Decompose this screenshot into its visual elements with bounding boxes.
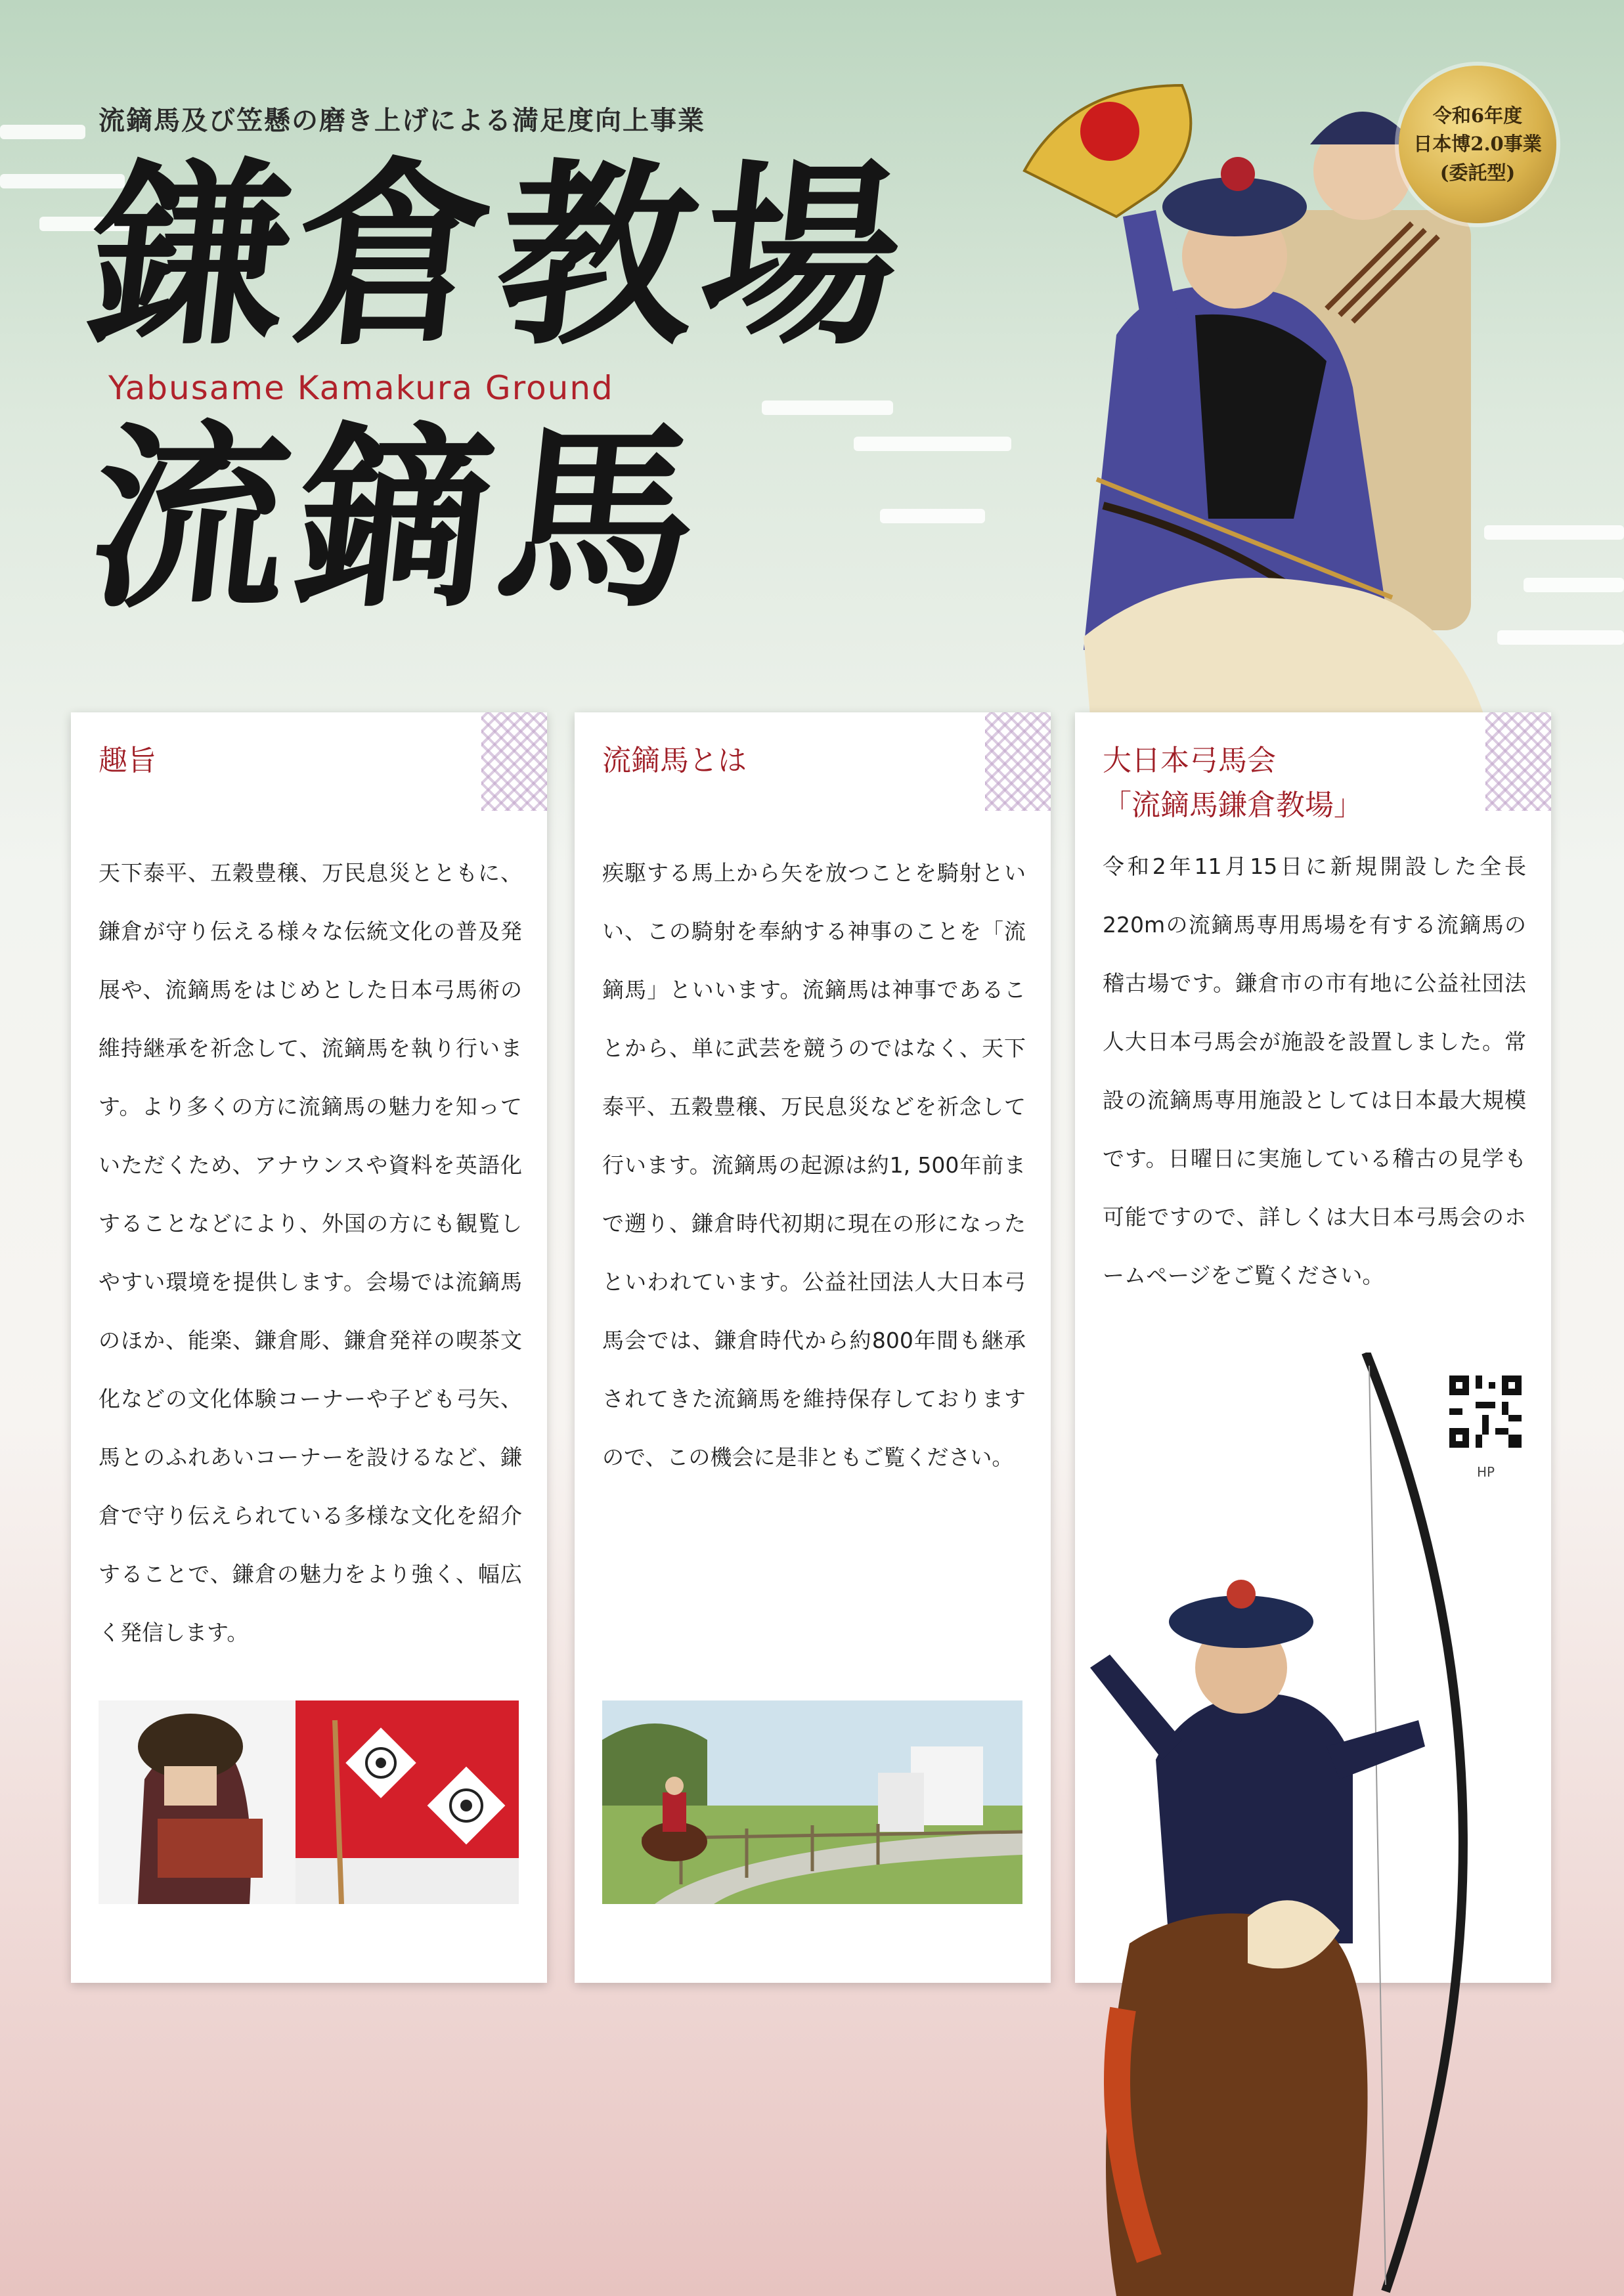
project-subtitle: 流鏑馬及び笠懸の磨き上げによる満足度向上事業 [99,105,705,136]
armor-experience-photo [99,1700,519,1904]
archer-photo [1077,1353,1615,2296]
card-title: 趣旨 [99,744,156,777]
purpose-card [71,712,547,1983]
page-title-line2: 流鏑馬 [79,402,715,634]
english-title: Yabusame Kamakura Ground [108,369,614,407]
page-title-line1: 鎌倉教場 [79,140,919,372]
card-title-line: 「流鏑馬鎌倉教場」 [1103,789,1363,823]
card-title [1103,739,1363,828]
cloud-decoration [880,509,985,523]
riding-ground-photo [602,1700,1022,1904]
about-yabusame-card [575,712,1051,1983]
card-body: 令和2年11月15日に新規開設した全長220mの流鏑馬専用馬場を有する流鏑馬の稽古場です。鎌倉市の市有地に公益社団法人大日本弓馬会が施設を設置しました。常設の流鏑馬専用施設としては日本最大規模です。日曜日に実施している稽古の見学も可能ですので、詳しくは大日本弓馬会のホームページをご覧ください。 [1103,854,1526,1288]
card-title: 流鏑馬とは [602,744,747,777]
cloud-decoration [762,401,893,415]
program-badge [1399,66,1556,223]
card-body: 天下泰平、五穀豊穣、万民息災とともに、鎌倉が守り伝える様々な伝統文化の普及発展や、流鏑馬をはじめとした日本弓馬術の維持継承を祈念して、流鏑馬を執り行います。より多くの方に流鏑馬の魅力を知っていただくため、アナウンスや資料を英語化することなどにより、外国の方にも観覧しやすい環境を提供します。会場では流鏑馬のほか、能楽、鎌倉彫、鎌倉発祥の喫茶文化などの文化体験コーナーや子ども弓矢、馬とのふれあいコーナーを設けるなど、鎌倉で守り伝えられている多様な文化を紹介することで、鎌倉の魅力をより強く、幅広く発信します。 [99,860,522,1645]
asanoha-pattern [481,712,547,811]
cloud-decoration [0,125,85,139]
asanoha-pattern [985,712,1051,811]
card-body: 疾駆する馬上から矢を放つことを騎射といい、この騎射を奉納する神事のことを「流鏑馬」といいます。流鏑馬は神事であることから、単に武芸を競うのではなく、天下泰平、五穀豊穣、万民息災などを祈念して行います。流鏑馬の起源は約1, 500年前まで遡り、鎌倉時代初期に現在の形になったといわれています。公益社団法人大日本弓馬会では、鎌倉時代から約800年間も継承されてきた流鏑馬を維持保存しておりますので、この機会に是非ともご覧ください。 [602,860,1026,1470]
badge-line: (委託型) [1439,161,1516,184]
qr-label: HP [1477,1464,1495,1480]
badge-line: 令和6年度 [1432,104,1523,127]
asanoha-pattern [1485,712,1551,811]
card-title-line: 大日本弓馬会 [1103,744,1276,777]
badge-line: 日本博2.0事業 [1413,133,1542,156]
